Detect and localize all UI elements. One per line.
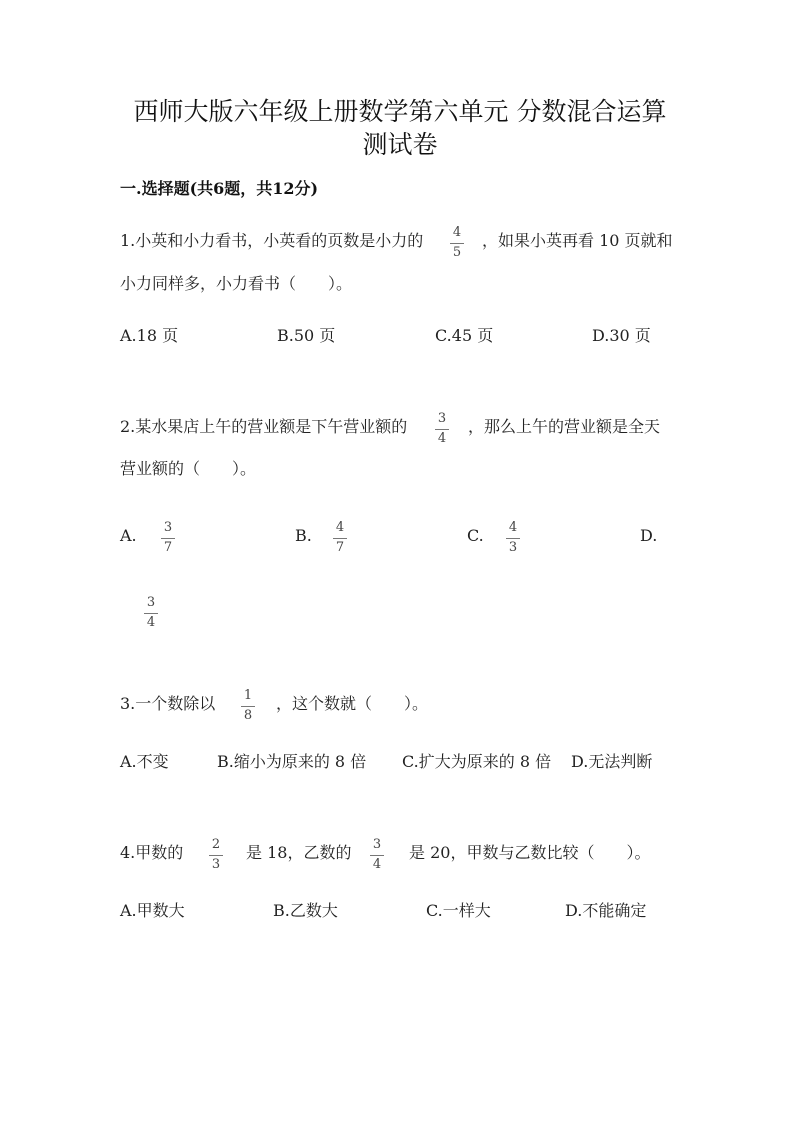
fraction-bar	[161, 538, 175, 539]
fraction-denominator: 8	[243, 708, 253, 723]
question-3-text-b: ，这个数就（ ）。	[276, 694, 429, 713]
question-2-option-b-label[interactable]: B.	[295, 526, 312, 545]
question-2-option-a-label[interactable]: A.	[120, 526, 137, 545]
fraction-denominator: 7	[335, 540, 345, 555]
fraction-numerator: 3	[437, 411, 447, 426]
question-2-option-b-fraction[interactable]	[333, 521, 347, 555]
section-header: 一.选择题(共6题，共12分)	[120, 179, 319, 198]
fraction-bar	[209, 855, 223, 856]
fraction-denominator: 4	[146, 615, 156, 630]
question-4-text-b: 是 18，乙数的	[246, 843, 352, 862]
question-3-option-d[interactable]: D.无法判断	[571, 752, 653, 771]
question-1-option-d[interactable]: D.30 页	[592, 326, 651, 345]
fraction-denominator: 5	[452, 245, 462, 260]
fraction-numerator: 3	[146, 595, 156, 610]
fraction-bar	[144, 613, 158, 614]
question-1-option-a[interactable]: A.18 页	[120, 326, 179, 345]
question-2-text-c: 营业额的（ ）。	[120, 459, 257, 478]
question-3-option-a[interactable]: A.不变	[120, 752, 169, 771]
fraction-bar	[333, 538, 347, 539]
fraction-denominator: 3	[211, 857, 221, 872]
question-3-option-b[interactable]: B.缩小为原来的 8 倍	[217, 752, 367, 771]
question-1-fraction	[450, 226, 464, 260]
question-4-text-c: 是 20，甲数与乙数比较（ ）。	[409, 843, 651, 862]
question-3-option-c[interactable]: C.扩大为原来的 8 倍	[402, 752, 552, 771]
question-4-option-b[interactable]: B.乙数大	[273, 901, 338, 920]
question-2-option-c-fraction[interactable]	[506, 521, 520, 555]
question-1-text-a: 1.小英和小力看书，小英看的页数是小力的	[120, 231, 424, 250]
fraction-denominator: 4	[437, 431, 447, 446]
fraction-denominator: 3	[508, 540, 518, 555]
fraction-bar	[506, 538, 520, 539]
question-4-fraction-2	[370, 838, 384, 872]
fraction-bar	[241, 706, 255, 707]
question-2-option-a-fraction[interactable]	[161, 521, 175, 555]
question-2-option-c-label[interactable]: C.	[467, 526, 484, 545]
question-4-fraction-1	[209, 838, 223, 872]
question-2-text-a: 2.某水果店上午的营业额是下午营业额的	[120, 417, 408, 436]
fraction-numerator: 4	[335, 520, 345, 535]
question-2-fraction	[435, 412, 449, 446]
question-4-option-a[interactable]: A.甲数大	[120, 901, 185, 920]
fraction-bar	[370, 855, 384, 856]
question-2-text-b: ，那么上午的营业额是全天	[468, 417, 661, 436]
fraction-bar	[450, 243, 464, 244]
fraction-numerator: 4	[452, 225, 462, 240]
question-1-text-b: ，如果小英再看 10 页就和	[482, 231, 673, 250]
question-2-option-d-label[interactable]: D.	[640, 526, 658, 545]
question-4-option-c[interactable]: C.一样大	[426, 901, 491, 920]
fraction-numerator: 3	[372, 837, 382, 852]
question-1-option-c[interactable]: C.45 页	[435, 326, 494, 345]
fraction-numerator: 1	[243, 688, 253, 703]
page-title: 西师大版六年级上册数学第六单元 分数混合运算	[133, 97, 667, 126]
question-4-option-d[interactable]: D.不能确定	[565, 901, 647, 920]
fraction-denominator: 7	[163, 540, 173, 555]
fraction-numerator: 2	[211, 837, 221, 852]
fraction-numerator: 4	[508, 520, 518, 535]
fraction-numerator: 3	[163, 520, 173, 535]
question-2-option-d-fraction[interactable]	[144, 596, 158, 630]
fraction-bar	[435, 429, 449, 430]
fraction-denominator: 4	[372, 857, 382, 872]
question-3-fraction	[241, 689, 255, 723]
page-title-line2: 测试卷	[362, 130, 438, 159]
question-4-text-a: 4.甲数的	[120, 843, 184, 862]
question-1-text-c: 小力同样多，小力看书（ ）。	[120, 274, 353, 293]
question-1-option-b[interactable]: B.50 页	[277, 326, 336, 345]
question-3-text-a: 3.一个数除以	[120, 694, 216, 713]
